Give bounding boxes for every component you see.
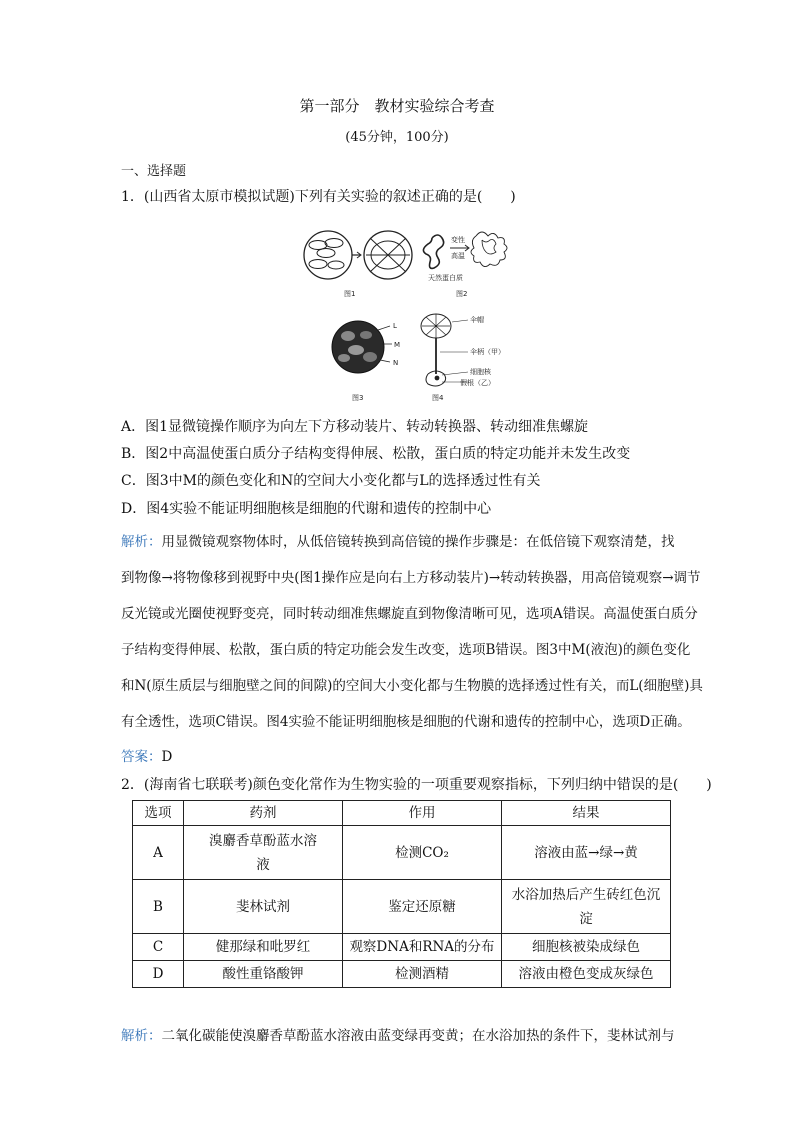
cell-line: 溴麝香草酚蓝水溶 [209,832,317,849]
figure-2-protein-denaturation [423,232,507,268]
table-cell: 溶液由蓝→绿→黄 [502,826,671,880]
answer-value: D [161,749,173,765]
figure-1-label: 图1 [344,290,356,298]
question-1-stem: 1．(山西省太原市模拟试题)下列有关实验的叙述正确的是( ) [121,189,516,205]
table-cell: B [133,880,184,934]
table-cell: 细胞核被染成绿色 [502,934,671,961]
question-1-option-a: A．图1显微镜操作顺序为向左下方移动装片、转动转换器、转动细准焦螺旋 [121,419,589,435]
question-2-table [132,800,671,988]
figure-1-microscope-fields [304,231,412,279]
question-1-analysis-line-6: 有全透性，选项C错误。图4实验不能证明细胞核是细胞的代谢和遗传的控制中心，选项D正确。 [121,714,691,730]
figure-3-label: 图3 [352,394,364,402]
figure-4-rhizoid-label: 假根（乙） [460,379,495,387]
question-1-analysis-line-5: 和N(原生质层与细胞壁之间的间隙)的空间大小变化都与生物膜的选择透过性有关，而L(细胞壁)具 [121,678,703,694]
table-header-row [133,801,671,826]
table-cell: D [133,961,184,988]
page-subtitle: (45分钟，100分) [345,130,449,145]
table-header-cell: 作用 [343,801,502,826]
cell-line: 淀 [579,910,593,927]
figure-3-label-M: M [394,341,401,349]
figure-2-caption: 天然蛋白质 [428,274,463,282]
table-cell: C [133,934,184,961]
table-header-cell: 药剂 [184,801,343,826]
table-cell: 鉴定还原糖 [343,880,502,934]
cell-line: 液 [256,856,270,873]
table-cell: A [133,826,184,880]
figure-3-plant-cells [332,321,392,373]
figure-3-label-L: L [393,322,397,330]
table-cell: 斐林试剂 [184,880,343,934]
table-row [133,961,671,988]
table-cell: 酸性重铬酸钾 [184,961,343,988]
table-cell [502,880,671,934]
question-2-stem: 2．(海南省七联联考)颜色变化常作为生物实验的一项重要观察指标，下列归纳中错误的是( ) [121,777,712,793]
table-row [133,880,671,934]
question-1-analysis-line-2: 到物像→将物像移到视野中央(图1操作应是向右上方移动装片)→转动转换器，用高倍镜观察→调节 [121,570,701,586]
figure-4-label: 图4 [432,394,444,402]
table-row [133,934,671,961]
table-cell [184,826,343,880]
analysis-label: 解析： [121,534,162,550]
figure-2-arrow-top: 变性 [451,236,465,244]
question-1-option-c: C．图3中M的颜色变化和N的空间大小变化都与L的选择透过性有关 [121,473,541,489]
analysis-text: 用显微镜观察物体时，从低倍镜转换到高倍镜的操作步骤是：在低倍镜下观察清楚，找 [161,534,675,550]
analysis-text: 二氧化碳能使溴麝香草酚蓝水溶液由蓝变绿再变黄；在水浴加热的条件下，斐林试剂与 [161,1028,675,1044]
figure-2-label: 图2 [456,290,468,298]
question-1-option-d: D．图4实验不能证明细胞核是细胞的代谢和遗传的控制中心 [121,501,492,517]
figure-2-arrow-bottom: 高温 [451,252,465,260]
table-cell: 检测酒精 [343,961,502,988]
question-1-analysis-line-4: 子结构变得伸展、松散，蛋白质的特定功能会发生改变，选项B错误。图3中M(液泡)的颜色变化 [121,642,691,658]
figure-3-label-N: N [393,359,399,367]
figure-4-stalk-label: 伞柄（甲） [470,348,505,356]
table-header-cell: 选项 [133,801,184,826]
question-1-analysis-line-3: 反光镜或光圈使视野变亮，同时转动细准焦螺旋直到物像清晰可见，选项A错误。高温使蛋白质分 [121,606,698,622]
table-row [133,826,671,880]
question-1-figures [300,222,530,404]
page-title: 第一部分 教材实验综合考查 [299,97,495,115]
figure-4-acetabularia [421,314,468,386]
question-2-analysis [121,1024,697,1044]
table-cell: 健那绿和吡罗红 [184,934,343,961]
question-1-option-b: B．图2中高温使蛋白质分子结构变得伸展、松散，蛋白质的特定功能并未发生改变 [121,446,631,462]
answer-label: 答案： [121,749,162,765]
figure-4-nucleus-label: 细胞核 [470,368,491,376]
cell-line: 水浴加热后产生砖红色沉 [511,886,661,903]
section-heading: 一、选择题 [121,164,187,179]
question-1-analysis-line-1 [121,530,697,550]
question-1-answer [121,745,697,765]
analysis-label: 解析： [121,1028,162,1044]
table-header-cell: 结果 [502,801,671,826]
table-cell: 检测CO₂ [343,826,502,880]
table-cell: 溶液由橙色变成灰绿色 [502,961,671,988]
figure-4-cap-label: 伞帽 [470,316,484,324]
table-cell: 观察DNA和RNA的分布 [343,934,502,961]
